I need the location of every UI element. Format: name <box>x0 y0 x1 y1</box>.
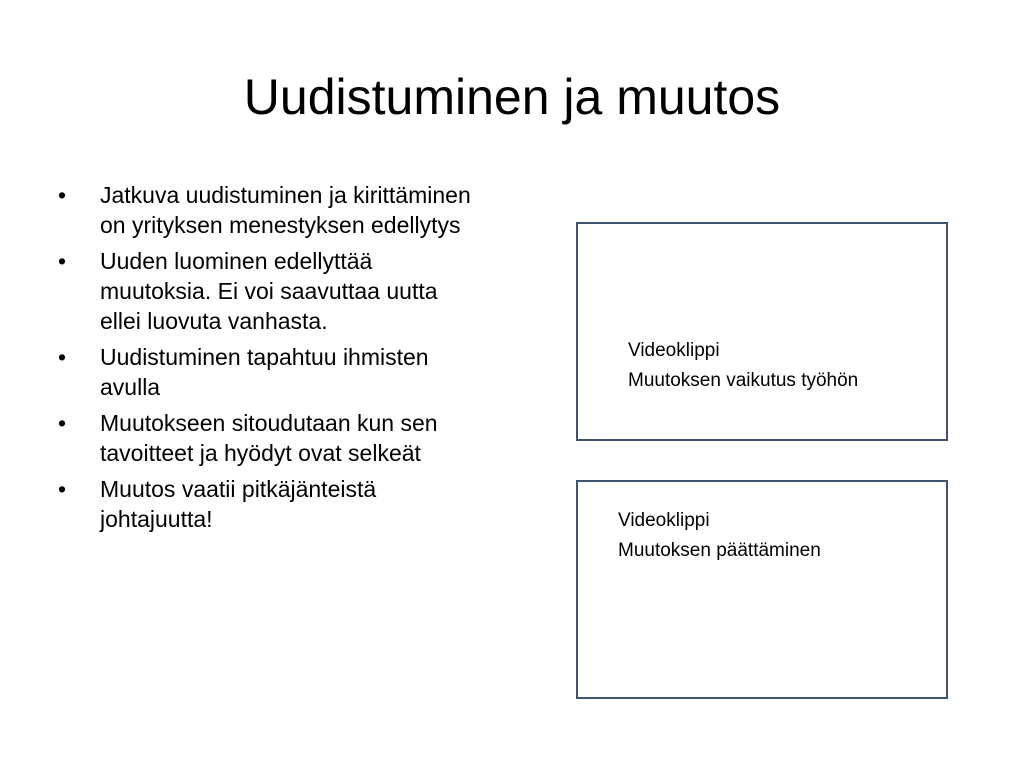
bullet-list <box>58 180 478 540</box>
bullet-icon: • <box>58 248 67 274</box>
bullet-text: Uuden luominen edellyttää muutoksia. Ei voi saavuttaa uutta ellei luovuta vanhasta. <box>100 248 438 334</box>
bullet-text: Uudistuminen tapahtuu ihmisten avulla <box>100 344 429 400</box>
bullet-item <box>58 246 478 336</box>
slide-title: Uudistuminen ja muutos <box>243 69 781 125</box>
video-caption <box>628 336 858 396</box>
video-caption <box>618 506 821 566</box>
bullet-text: Muutos vaatii pitkäjänteistä johtajuutta! <box>100 476 377 532</box>
video-title: Muutoksen päättäminen <box>618 540 821 561</box>
video-clip-box-ending-change[interactable] <box>576 480 948 699</box>
bullet-icon: • <box>58 410 67 436</box>
bullet-text: Muutokseen sitoudutaan kun sen tavoitteet ja hyödyt ovat selkeät <box>100 410 438 466</box>
video-title: Muutoksen vaikutus työhön <box>628 370 859 391</box>
bullet-icon: • <box>58 344 67 370</box>
bullet-icon: • <box>58 182 67 208</box>
video-label: Videoklippi <box>618 510 710 531</box>
bullet-item <box>58 180 478 240</box>
video-label: Videoklippi <box>628 340 720 361</box>
bullet-item <box>58 342 478 402</box>
bullet-icon: • <box>58 476 67 502</box>
bullet-item <box>58 408 478 468</box>
video-clip-box-work-impact[interactable] <box>576 222 948 441</box>
bullet-text: Jatkuva uudistuminen ja kirittäminen on yrityksen menestyksen edellytys <box>100 182 471 238</box>
bullet-item <box>58 474 478 534</box>
